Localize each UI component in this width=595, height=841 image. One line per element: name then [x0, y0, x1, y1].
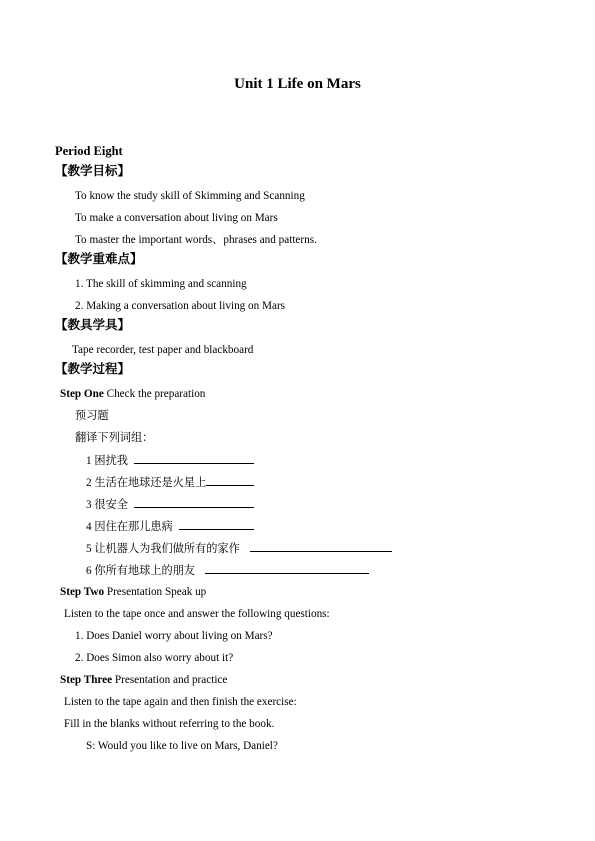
key-point-item: 1. The skill of skimming and scanning — [75, 278, 247, 290]
objective-item: To know the study skill of Skimming and Scanning — [75, 190, 305, 202]
dialogue-line: S: Would you like to live on Mars, Daniel? — [86, 740, 278, 752]
step-two-label: Step Two — [60, 586, 105, 598]
fill-blanks-instruction: Fill in the blanks without referring to the book. — [64, 718, 275, 730]
answer-blank[interactable] — [134, 496, 254, 508]
translate-item — [86, 496, 254, 513]
step-two-text: Presentation Speak up — [104, 586, 207, 598]
process-heading: 【教学过程】 — [55, 361, 131, 376]
translate-item-text: 1 困扰我 — [86, 455, 128, 467]
step-one-text: Check the preparation — [103, 388, 206, 400]
step-one-label: Step One — [60, 388, 104, 400]
translate-item — [86, 518, 254, 535]
translate-item-text: 6 你所有地球上的朋友 — [86, 565, 196, 577]
answer-blank[interactable] — [134, 452, 254, 464]
aids-text: Tape recorder, test paper and blackboard — [72, 344, 254, 356]
step-two — [60, 584, 206, 600]
page-title: Unit 1 Life on Mars — [234, 76, 361, 92]
key-points-heading: 【教学重难点】 — [55, 251, 143, 266]
translate-item-text: 2 生活在地球还是火星上 — [86, 477, 207, 489]
key-point-item: 2. Making a conversation about living on Mars — [75, 300, 286, 312]
translate-item-text: 4 因住在那儿患病 — [86, 521, 173, 533]
answer-blank[interactable] — [205, 562, 369, 574]
aids-heading: 【教具学具】 — [55, 317, 131, 332]
translate-instruction: 翻译下列词组： — [75, 432, 154, 444]
translate-item — [86, 452, 254, 469]
step-three — [60, 672, 227, 688]
objective-item: To master the important words、phrases and patterns. — [75, 234, 317, 246]
translate-item-text: 3 很安全 — [86, 499, 128, 511]
step-three-text: Presentation and practice — [112, 674, 228, 686]
answer-blank[interactable] — [206, 474, 254, 486]
question-item: 1. Does Daniel worry about living on Mars? — [75, 630, 273, 642]
objective-item: To make a conversation about living on Mars — [75, 212, 278, 224]
preview-label: 预习题 — [75, 410, 109, 422]
step-one — [60, 386, 205, 402]
answer-blank[interactable] — [250, 540, 392, 552]
answer-blank[interactable] — [179, 518, 254, 530]
translate-item-text: 5 让机器人为我们做所有的家作 — [86, 543, 240, 555]
step-three-label: Step Three — [60, 674, 113, 686]
objectives-heading: 【教学目标】 — [55, 163, 131, 178]
translate-item — [86, 562, 369, 579]
translate-item — [86, 540, 392, 557]
translate-item — [86, 474, 254, 491]
listen-instruction: Listen to the tape once and answer the following questions: — [64, 608, 330, 620]
question-item: 2. Does Simon also worry about it? — [75, 652, 234, 664]
period-label: Period Eight — [55, 144, 123, 158]
exercise-instruction: Listen to the tape again and then finish the exercise: — [64, 696, 297, 708]
